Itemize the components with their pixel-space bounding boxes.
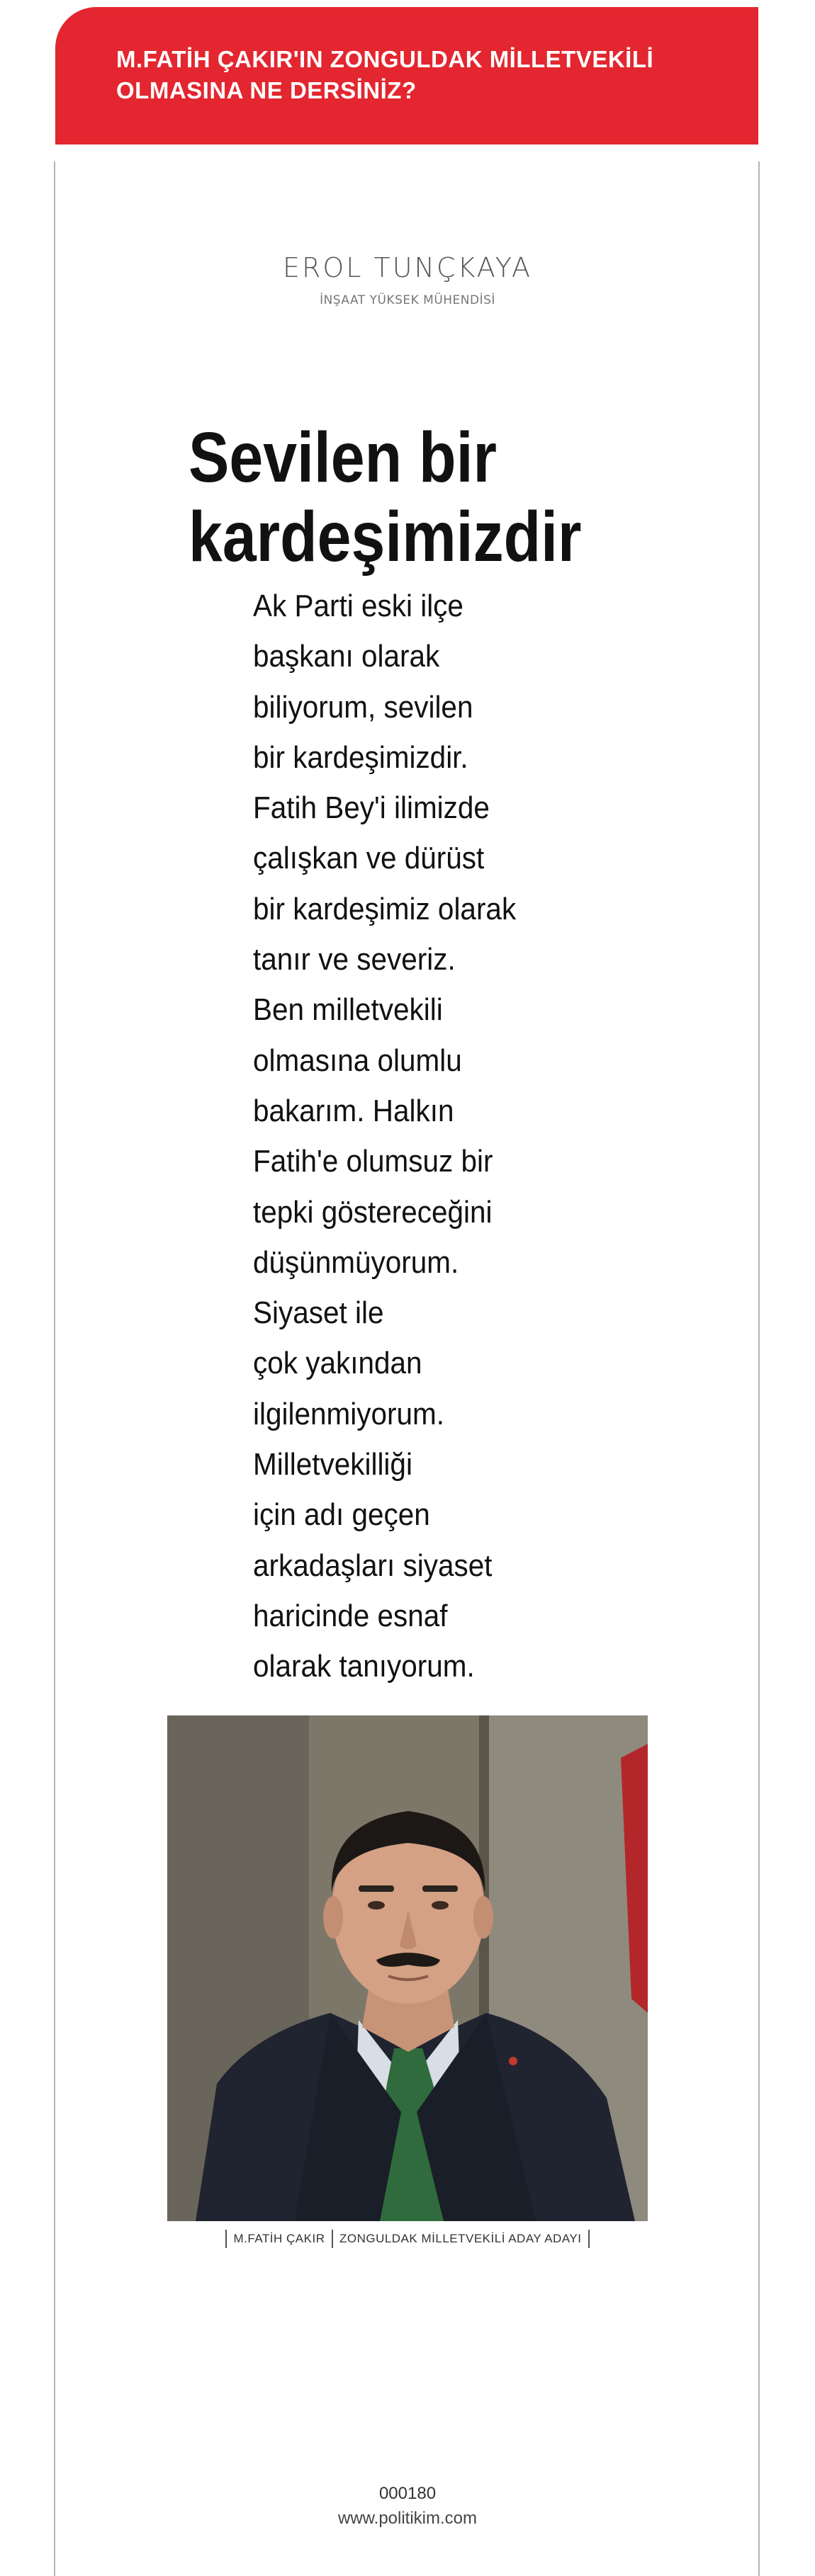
- caption-person-role: ZONGULDAK MİLLETVEKİLİ ADAY ADAYI: [339, 2232, 582, 2245]
- header-banner: [55, 7, 758, 144]
- body-line: düşünmüyorum.: [253, 1244, 459, 1280]
- headline-line-1: Sevilen bir: [189, 418, 497, 497]
- body-line: Fatih Bey'i ilimizde: [253, 790, 490, 826]
- body-line: Siyaset ile: [253, 1295, 384, 1331]
- caption-separator: [225, 2230, 227, 2248]
- page-code: 000180: [378, 2484, 437, 2503]
- body-line: Ak Parti eski ilçe: [253, 589, 463, 623]
- body-line: çalışkan ve dürüst: [253, 841, 485, 876]
- caption-separator: [332, 2230, 333, 2248]
- body-line: arkadaşları siyaset: [253, 1548, 493, 1583]
- body-line: olarak tanıyorum.: [253, 1649, 475, 1684]
- author-title: İNŞAAT YÜKSEK MÜHENDİSİ: [320, 293, 495, 307]
- author-name: EROL TUNÇKAYA: [282, 252, 533, 283]
- body-line: başkanı olarak: [253, 639, 440, 674]
- portrait-photo: [167, 1715, 648, 2221]
- body-line: çok yakından: [253, 1346, 422, 1381]
- body-line: bir kardeşimizdir.: [253, 739, 468, 775]
- body-line: ilgilenmiyorum.: [253, 1396, 444, 1431]
- article-body: [253, 581, 650, 1692]
- footer-website-link[interactable]: www.politikim.com: [337, 2509, 478, 2528]
- body-line: tepki göstereceğini: [253, 1194, 493, 1230]
- photo-caption: [0, 2230, 815, 2248]
- caption-person-name: M.FATİH ÇAKIR: [233, 2232, 325, 2245]
- body-line: için adı geçen: [253, 1497, 430, 1533]
- body-line: haricinde esnaf: [253, 1598, 448, 1633]
- body-line: Ben milletvekili: [253, 992, 443, 1028]
- body-line: biliyorum, sevilen: [253, 689, 473, 725]
- headline-line-2: kardeşimizdir: [189, 497, 582, 577]
- frame-border-right: [758, 161, 760, 2576]
- body-line: bir kardeşimiz olarak: [253, 891, 517, 926]
- caption-separator: [588, 2230, 590, 2248]
- portrait-illustration: [167, 1715, 648, 2221]
- body-line: olmasına olumlu: [253, 1043, 462, 1078]
- header-question-line-1: M.FATİH ÇAKIR'IN ZONGULDAK MİLLETVEKİLİ: [116, 46, 654, 72]
- body-line: Milletvekilliği: [253, 1447, 412, 1482]
- body-line: tanır ve severiz.: [253, 942, 456, 977]
- frame-border-left: [54, 161, 55, 2576]
- body-line: bakarım. Halkın: [253, 1093, 454, 1128]
- body-line: Fatih'e olumsuz bir: [253, 1144, 493, 1179]
- header-question-line-2: OLMASINA NE DERSİNİZ?: [116, 77, 417, 103]
- article-headline: [189, 418, 699, 577]
